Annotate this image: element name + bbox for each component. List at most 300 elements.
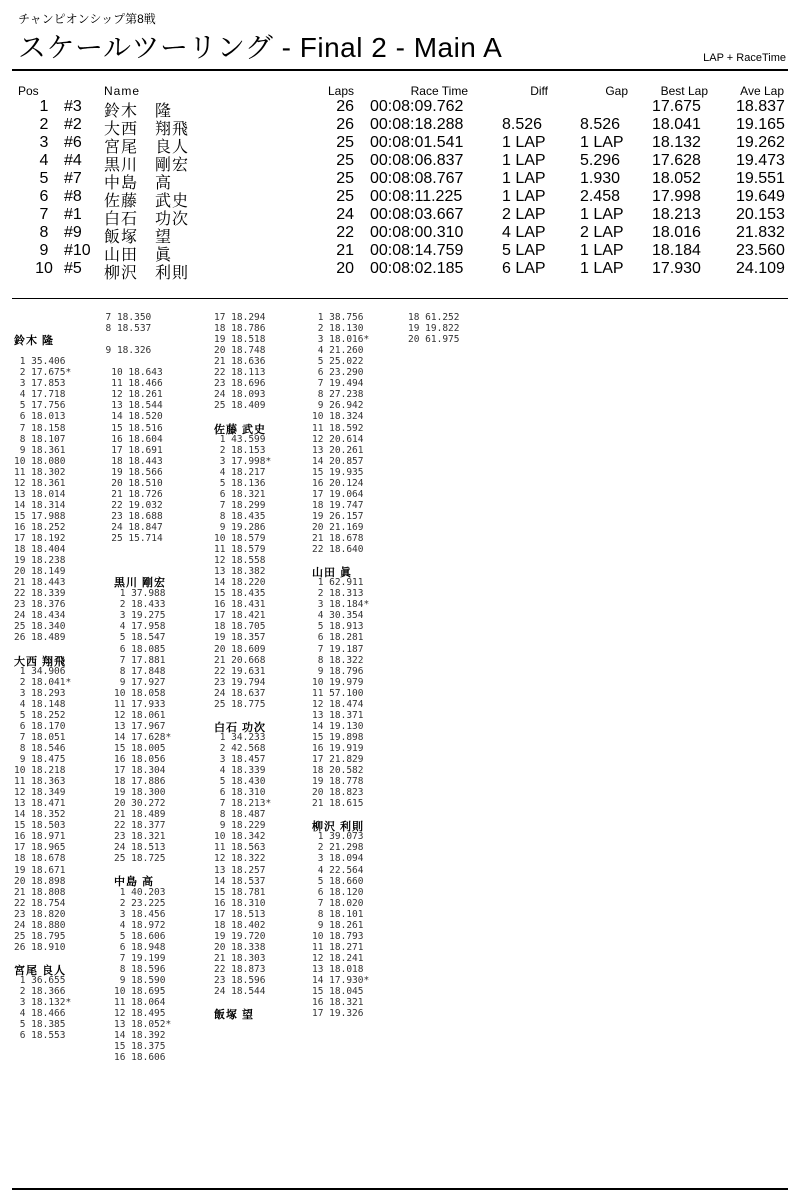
lap-time-line: 20 21.169 bbox=[312, 521, 364, 533]
result-laps: 24 bbox=[336, 206, 354, 223]
lap-time-line: 12 20.614 bbox=[312, 433, 364, 445]
lap-time-line: 3 18.016* bbox=[312, 334, 370, 346]
lap-time-line: 3 18.184* bbox=[312, 599, 370, 611]
lap-time-line: 1 43.599 bbox=[214, 433, 266, 445]
driver-lap-heading: 宮尾 良人 bbox=[14, 964, 67, 977]
result-best: 18.052 bbox=[652, 170, 701, 187]
lap-time-line: 9 18.261 bbox=[312, 919, 364, 931]
lap-time-line: 11 18.302 19 18.566 bbox=[14, 466, 163, 478]
lap-time-line: 18 18.705 bbox=[214, 621, 266, 633]
lap-time-line: 12 18.361 20 18.510 bbox=[14, 477, 163, 489]
lap-time-line: 18 20.582 bbox=[312, 765, 364, 777]
result-best: 18.132 bbox=[652, 134, 701, 151]
result-best: 18.184 bbox=[652, 242, 701, 259]
result-laps: 25 bbox=[336, 170, 354, 187]
col-race-time: Race Time bbox=[410, 84, 468, 98]
result-name: 宮尾 良人 bbox=[104, 139, 190, 156]
result-ave: 20.153 bbox=[736, 206, 785, 223]
lap-time-line: 13 18.014 21 18.726 bbox=[14, 488, 163, 500]
lap-time-line: 22 18.113 bbox=[214, 367, 266, 379]
lap-time-line: 10 18.695 bbox=[114, 986, 166, 998]
result-name: 飯塚 望 bbox=[104, 229, 173, 246]
lap-time-line: 6 18.321 bbox=[214, 488, 266, 500]
lap-time-line: 4 18.466 bbox=[14, 1008, 66, 1020]
lap-time-line: 18 18.404 bbox=[14, 544, 66, 556]
result-laps: 22 bbox=[336, 224, 354, 241]
lap-time-line: 3 17.998* bbox=[214, 455, 272, 467]
result-pos: 7 bbox=[39, 206, 49, 223]
driver-lap-heading: 柳沢 利則 bbox=[312, 821, 365, 834]
lap-time-line: 3 19.275 bbox=[114, 610, 166, 622]
lap-time-line: 25 18.340 bbox=[14, 621, 66, 633]
result-best: 17.930 bbox=[652, 260, 701, 277]
result-gap: 1 LAP bbox=[580, 260, 624, 277]
lap-time-line: 14 20.857 bbox=[312, 455, 364, 467]
lap-time-line: 7 19.199 bbox=[114, 952, 166, 964]
lap-time-line: 5 18.660 bbox=[312, 875, 364, 887]
lap-time-line: 18 18.402 bbox=[214, 919, 266, 931]
lap-time-line: 8 18.487 bbox=[214, 809, 266, 821]
lap-time-line: 7 18.051 bbox=[14, 731, 66, 743]
result-row bbox=[18, 224, 788, 246]
race-title: スケールツーリング - Final 2 - Main A bbox=[18, 32, 503, 63]
driver-lap-heading: 飯塚 望 bbox=[214, 1009, 255, 1022]
lap-time-line: 9 19.286 bbox=[214, 521, 266, 533]
lap-time-line: 26 18.489 bbox=[14, 632, 66, 644]
lap-time-line: 2 18.433 bbox=[114, 599, 166, 611]
lap-time-line: 14 18.314 22 19.032 bbox=[14, 499, 163, 511]
result-num: #2 bbox=[64, 116, 82, 133]
lap-time-line: 12 18.322 bbox=[214, 853, 266, 865]
lap-time-line: 24 18.434 bbox=[14, 610, 66, 622]
col-diff: Diff bbox=[530, 84, 548, 98]
result-num: #6 bbox=[64, 134, 82, 151]
lap-time-line: 24 18.880 bbox=[14, 919, 66, 931]
result-ave: 24.109 bbox=[736, 260, 785, 277]
lap-time-line: 8 18.596 bbox=[114, 963, 166, 975]
lap-time-line: 15 19.898 bbox=[312, 731, 364, 743]
result-num: #3 bbox=[64, 98, 82, 115]
result-best: 17.675 bbox=[652, 98, 701, 115]
lap-time-line: 9 18.590 bbox=[114, 975, 166, 986]
driver-lap-heading: 中島 高 bbox=[114, 875, 155, 888]
lap-time-line: 9 26.942 bbox=[312, 400, 364, 412]
result-row bbox=[18, 152, 788, 174]
result-time: 00:08:00.310 bbox=[370, 224, 464, 241]
lap-time-line: 6 18.170 bbox=[14, 720, 66, 732]
result-name: 佐藤 武史 bbox=[104, 193, 190, 210]
result-pos: 4 bbox=[39, 152, 49, 169]
lap-time-line: 3 18.457 bbox=[214, 754, 266, 765]
result-pos: 9 bbox=[39, 242, 49, 259]
lap-time-line: 16 18.606 bbox=[114, 1052, 166, 1064]
lap-time-line: 17 18.192 25 15.714 bbox=[14, 533, 163, 544]
lap-time-line: 12 18.474 bbox=[312, 698, 364, 710]
result-best: 18.016 bbox=[652, 224, 701, 241]
result-row bbox=[18, 206, 788, 228]
lap-time-line: 16 19.919 bbox=[312, 742, 364, 754]
driver-lap-heading: 白石 功次 bbox=[214, 721, 267, 734]
lap-time-line: 4 17.718 12 18.261 bbox=[14, 389, 163, 401]
lap-time-line: 4 18.217 bbox=[214, 466, 266, 478]
col-gap: Gap bbox=[605, 84, 628, 98]
result-row bbox=[18, 170, 788, 192]
lap-time-line: 6 18.281 bbox=[312, 632, 364, 644]
lap-time-line: 6 18.310 bbox=[214, 787, 266, 799]
lap-time-line: 19 18.671 bbox=[14, 864, 66, 876]
lap-time-line: 1 37.988 bbox=[114, 588, 166, 600]
result-name: 白石 功次 bbox=[104, 211, 190, 228]
lap-time-line: 12 18.061 bbox=[114, 709, 166, 721]
lap-time-line: 12 18.558 bbox=[214, 555, 266, 567]
lap-time-line: 6 18.013 14 18.520 bbox=[14, 411, 163, 423]
result-num: #10 bbox=[64, 242, 91, 259]
lap-time-line: 18 19.747 bbox=[312, 499, 364, 511]
top-rule bbox=[12, 69, 788, 71]
lap-time-line: 6 18.120 bbox=[312, 886, 364, 898]
result-gap: 8.526 bbox=[580, 116, 621, 133]
result-time: 00:08:03.667 bbox=[370, 206, 464, 223]
lap-time-line: 7 18.020 bbox=[312, 897, 364, 909]
lap-time-line: 1 39.073 bbox=[312, 831, 364, 843]
lap-time-line: 6 18.085 bbox=[114, 643, 166, 655]
col-best-lap: Best Lap bbox=[660, 84, 708, 98]
lap-time-line: 15 19.935 bbox=[312, 466, 364, 478]
lap-time-line: 2 18.041* bbox=[14, 676, 72, 688]
lap-time-line: 11 57.100 bbox=[312, 687, 364, 699]
lap-time-line: 16 18.431 bbox=[214, 599, 266, 611]
lap-time-line: 25 18.775 bbox=[214, 698, 266, 710]
lap-time-line: 17 18.294 bbox=[214, 312, 266, 323]
lap-time-line: 13 18.052* bbox=[114, 1019, 172, 1031]
result-gap: 1.930 bbox=[580, 170, 621, 187]
result-gap: 2.458 bbox=[580, 188, 621, 205]
result-row bbox=[18, 188, 788, 210]
result-time: 00:08:02.185 bbox=[370, 260, 464, 277]
lap-time-line: 4 18.148 bbox=[14, 698, 66, 710]
col-pos: Pos bbox=[18, 84, 39, 98]
lap-time-line: 6 23.290 bbox=[312, 367, 364, 379]
lap-time-line: 9 18.229 bbox=[214, 820, 266, 832]
lap-time-line: 19 18.357 bbox=[214, 632, 266, 644]
result-laps: 25 bbox=[336, 188, 354, 205]
result-num: #5 bbox=[64, 260, 82, 277]
lap-time-line: 11 18.579 bbox=[214, 544, 266, 556]
event-name: チャンピオンシップ第8戦 bbox=[18, 12, 156, 26]
lap-time-line: 22 19.631 bbox=[214, 665, 266, 677]
result-laps: 26 bbox=[336, 116, 354, 133]
lap-time-line: 20 18.823 bbox=[312, 787, 364, 799]
driver-lap-heading: 佐藤 武史 bbox=[214, 423, 267, 436]
lap-time-line: 19 19.822 bbox=[408, 323, 460, 335]
lap-time-line: 17 19.064 bbox=[312, 488, 364, 500]
result-name: 柳沢 利則 bbox=[104, 265, 190, 282]
lap-time-line: 4 18.972 bbox=[114, 919, 166, 931]
lap-time-line: 20 18.609 bbox=[214, 643, 266, 655]
lap-time-line: 24 18.513 bbox=[114, 842, 166, 854]
lap-time-line: 5 18.547 bbox=[114, 632, 166, 644]
lap-time-line: 16 20.124 bbox=[312, 477, 364, 489]
result-laps: 25 bbox=[336, 152, 354, 169]
lap-time-line: 2 18.130 bbox=[312, 323, 364, 335]
lap-time-line: 10 18.342 bbox=[214, 831, 266, 843]
result-name: 黒川 剛宏 bbox=[104, 157, 190, 174]
lap-time-line: 18 18.786 bbox=[214, 323, 266, 335]
lap-time-line: 20 18.748 bbox=[214, 345, 266, 357]
lap-time-line: 10 18.080 18 18.443 bbox=[14, 455, 163, 467]
lap-time-line: 25 18.725 bbox=[114, 853, 166, 865]
lap-time-line: 14 17.930* bbox=[312, 975, 370, 986]
lap-time-line: 1 62.911 bbox=[312, 577, 364, 589]
lap-time-line: 8 18.107 16 18.604 bbox=[14, 433, 163, 445]
lap-time-line: 1 34.906 bbox=[14, 665, 66, 677]
lap-time-line: 10 18.793 bbox=[312, 930, 364, 942]
lap-time-line: 25 18.795 bbox=[14, 930, 66, 942]
result-best: 18.213 bbox=[652, 206, 701, 223]
result-diff: 2 LAP bbox=[502, 206, 546, 223]
driver-lap-heading: 黒川 剛宏 bbox=[114, 577, 167, 590]
result-ave: 23.560 bbox=[736, 242, 785, 259]
result-ave: 19.473 bbox=[736, 152, 785, 169]
lap-time-line: 9 17.927 bbox=[114, 676, 166, 688]
lap-time-line: 22 18.873 bbox=[214, 963, 266, 975]
lap-time-line: 26 18.910 bbox=[14, 941, 66, 953]
result-gap: 1 LAP bbox=[580, 242, 624, 259]
lap-time-line: 3 17.853 11 18.466 bbox=[14, 378, 163, 390]
result-gap: 2 LAP bbox=[580, 224, 624, 241]
lap-time-line: 2 18.313 bbox=[312, 588, 364, 600]
lap-time-line: 16 18.056 bbox=[114, 754, 166, 765]
result-time: 00:08:09.762 bbox=[370, 98, 464, 115]
lap-time-line: 22 18.377 bbox=[114, 820, 166, 832]
results-table bbox=[18, 84, 788, 282]
lap-time-line: 8 18.546 bbox=[14, 742, 66, 754]
result-diff: 8.526 bbox=[502, 116, 543, 133]
lap-time-line: 8 18.101 bbox=[312, 908, 364, 920]
lap-time-line: 21 18.489 bbox=[114, 809, 166, 821]
lap-time-line: 8 17.848 bbox=[114, 665, 166, 677]
lap-time-line: 1 36.655 bbox=[14, 975, 66, 986]
lap-time-line: 20 18.338 bbox=[214, 941, 266, 953]
lap-time-line: 15 18.005 bbox=[114, 742, 166, 754]
result-gap: 1 LAP bbox=[580, 134, 624, 151]
lap-time-line: 7 18.213* bbox=[214, 798, 272, 810]
result-diff: 1 LAP bbox=[502, 134, 546, 151]
lap-time-line: 13 18.382 bbox=[214, 566, 266, 578]
col-ave-lap: Ave Lap bbox=[740, 84, 784, 98]
lap-time-line: 20 18.149 bbox=[14, 566, 66, 578]
lap-time-line: 12 18.241 bbox=[312, 952, 364, 964]
lap-time-line: 12 18.495 bbox=[114, 1008, 166, 1020]
lap-time-line: 14 18.352 bbox=[14, 809, 66, 821]
result-time: 00:08:18.288 bbox=[370, 116, 464, 133]
lap-time-line: 19 18.300 bbox=[114, 787, 166, 799]
lap-time-line: 21 18.636 bbox=[214, 356, 266, 368]
lap-time-line: 17 18.421 bbox=[214, 610, 266, 622]
lap-time-line: 2 17.675* 10 18.643 bbox=[14, 367, 163, 379]
result-ave: 21.832 bbox=[736, 224, 785, 241]
lap-time-line: 1 40.203 bbox=[114, 886, 166, 898]
lap-time-line: 8 18.322 bbox=[312, 654, 364, 666]
lap-time-line: 17 18.513 bbox=[214, 908, 266, 920]
lap-time-line: 14 18.537 bbox=[214, 875, 266, 887]
lap-time-line: 21 18.615 bbox=[312, 798, 364, 810]
lap-time-line: 7 18.158 15 18.516 bbox=[14, 422, 163, 434]
lap-time-line: 4 18.339 bbox=[214, 765, 266, 777]
lap-time-line: 23 18.820 bbox=[14, 908, 66, 920]
lap-time-line: 6 18.948 bbox=[114, 941, 166, 953]
lap-time-line: 5 17.756 13 18.544 bbox=[14, 400, 163, 412]
lap-time-line: 12 18.349 bbox=[14, 787, 66, 799]
result-pos: 2 bbox=[39, 116, 49, 133]
lap-time-line: 21 18.678 bbox=[312, 533, 364, 544]
result-ave: 19.262 bbox=[736, 134, 785, 151]
lap-time-line: 2 42.568 bbox=[214, 742, 266, 754]
lap-time-line: 17 18.304 bbox=[114, 765, 166, 777]
lap-time-line: 22 18.640 bbox=[312, 544, 364, 556]
lap-time-line: 19 19.720 bbox=[214, 930, 266, 942]
result-time: 00:08:06.837 bbox=[370, 152, 464, 169]
result-ave: 19.649 bbox=[736, 188, 785, 205]
lap-time-line: 18 17.886 bbox=[114, 776, 166, 788]
lap-time-line: 2 18.153 bbox=[214, 444, 266, 456]
lap-time-line: 23 18.696 bbox=[214, 378, 266, 390]
lap-time-line: 13 18.018 bbox=[312, 963, 364, 975]
lap-time-line: 15 18.435 bbox=[214, 588, 266, 600]
result-time: 00:08:01.541 bbox=[370, 134, 464, 151]
lap-time-line: 7 17.881 bbox=[114, 654, 166, 666]
result-best: 17.998 bbox=[652, 188, 701, 205]
lap-time-line: 19 18.238 bbox=[14, 555, 66, 567]
bottom-rule bbox=[12, 1188, 788, 1190]
lap-time-line: 10 18.058 bbox=[114, 687, 166, 699]
lap-time-line: 8 27.238 bbox=[312, 389, 364, 401]
lap-time-line: 13 18.257 bbox=[214, 864, 266, 876]
lap-time-line: 23 19.794 bbox=[214, 676, 266, 688]
lap-time-line: 6 18.553 bbox=[14, 1030, 66, 1042]
result-diff: 4 LAP bbox=[502, 224, 546, 241]
lap-time-line: 11 18.064 bbox=[114, 997, 166, 1009]
lap-time-line: 21 18.303 bbox=[214, 952, 266, 964]
lap-time-line: 2 21.298 bbox=[312, 842, 364, 854]
result-name: 山田 眞 bbox=[104, 247, 173, 264]
lap-time-line: 9 18.475 bbox=[14, 754, 66, 765]
driver-lap-heading: 山田 眞 bbox=[312, 567, 353, 580]
lap-time-line: 5 25.022 bbox=[312, 356, 364, 368]
lap-time-line: 11 18.563 bbox=[214, 842, 266, 854]
lap-time-line: 24 18.637 bbox=[214, 687, 266, 699]
result-row bbox=[18, 242, 788, 264]
result-ave: 19.551 bbox=[736, 170, 785, 187]
result-num: #1 bbox=[64, 206, 82, 223]
result-row bbox=[18, 98, 788, 120]
lap-time-line: 11 17.933 bbox=[114, 698, 166, 710]
lap-times-section bbox=[14, 312, 794, 1188]
lap-time-line: 19 18.778 bbox=[312, 776, 364, 788]
lap-time-line: 10 18.218 bbox=[14, 765, 66, 777]
lap-time-line: 15 18.045 bbox=[312, 986, 364, 998]
result-pos: 3 bbox=[39, 134, 49, 151]
lap-time-line: 21 18.443 bbox=[14, 577, 66, 589]
lap-time-line: 18 61.252 bbox=[408, 312, 460, 323]
lap-time-line: 7 18.350 bbox=[14, 312, 152, 323]
lap-time-line: 17 19.326 bbox=[312, 1008, 364, 1020]
result-pos: 10 bbox=[35, 260, 53, 277]
lap-time-line: 24 18.544 bbox=[214, 986, 266, 998]
result-laps: 25 bbox=[336, 134, 354, 151]
result-name: 鈴木 隆 bbox=[104, 103, 173, 120]
lap-time-line: 23 18.321 bbox=[114, 831, 166, 843]
lap-time-line: 7 19.494 bbox=[312, 378, 364, 390]
lap-time-line: 21 18.808 bbox=[14, 886, 66, 898]
lap-time-line: 20 30.272 bbox=[114, 798, 166, 810]
result-laps: 21 bbox=[336, 242, 354, 259]
lap-time-line: 1 34.233 bbox=[214, 731, 266, 743]
lap-time-line: 3 18.132* bbox=[14, 997, 72, 1009]
result-pos: 1 bbox=[39, 98, 49, 115]
lap-time-line: 8 18.537 bbox=[14, 323, 152, 335]
result-best: 18.041 bbox=[652, 116, 701, 133]
lap-time-line: 17 18.965 bbox=[14, 842, 66, 854]
lap-time-line: 22 18.754 bbox=[14, 897, 66, 909]
result-gap: 1 LAP bbox=[580, 206, 624, 223]
result-pos: 8 bbox=[39, 224, 49, 241]
result-best: 17.628 bbox=[652, 152, 701, 169]
result-diff: 1 LAP bbox=[502, 170, 546, 187]
driver-lap-heading: 鈴木 隆 bbox=[14, 335, 55, 348]
lap-time-line: 8 18.435 bbox=[214, 510, 266, 522]
lap-time-line: 5 18.430 bbox=[214, 776, 266, 788]
result-diff: 1 LAP bbox=[502, 188, 546, 205]
col-name: Name bbox=[104, 84, 141, 98]
lap-time-line: 3 18.094 bbox=[312, 853, 364, 865]
lap-time-line: 7 19.187 bbox=[312, 643, 364, 655]
result-laps: 20 bbox=[336, 260, 354, 277]
lap-time-line: 24 18.093 bbox=[214, 389, 266, 401]
result-time: 00:08:14.759 bbox=[370, 242, 464, 259]
lap-time-line: 15 18.781 bbox=[214, 886, 266, 898]
lap-time-line: 15 18.375 bbox=[114, 1041, 166, 1053]
lap-time-line: 23 18.596 bbox=[214, 975, 266, 986]
lap-time-line: 14 18.220 bbox=[214, 577, 266, 589]
lap-time-line: 14 18.392 bbox=[114, 1030, 166, 1042]
result-pos: 6 bbox=[39, 188, 49, 205]
result-pos: 5 bbox=[39, 170, 49, 187]
result-num: #9 bbox=[64, 224, 82, 241]
lap-time-line: 2 23.225 bbox=[114, 897, 166, 909]
result-ave: 19.165 bbox=[736, 116, 785, 133]
lap-time-line: 9 18.361 17 18.691 bbox=[14, 444, 163, 456]
result-diff: 1 LAP bbox=[502, 152, 546, 169]
lap-time-line: 10 18.324 bbox=[312, 411, 364, 423]
lap-time-line: 5 18.252 bbox=[14, 709, 66, 721]
lap-time-line: 18 18.678 bbox=[14, 853, 66, 865]
lap-time-line: 7 18.299 bbox=[214, 499, 266, 511]
lap-time-line: 14 17.628* bbox=[114, 731, 172, 743]
result-time: 00:08:11.225 bbox=[370, 188, 463, 205]
result-row bbox=[18, 116, 788, 138]
lap-time-line: 1 38.756 bbox=[312, 312, 364, 323]
lap-time-line: 3 18.456 bbox=[114, 908, 166, 920]
lap-time-line: 16 18.252 24 18.847 bbox=[14, 521, 163, 533]
middle-rule bbox=[12, 298, 788, 299]
result-name: 大西 翔飛 bbox=[104, 121, 190, 138]
lap-time-line: 23 18.376 bbox=[14, 599, 66, 611]
lap-time-line: 16 18.971 bbox=[14, 831, 66, 843]
result-diff: 6 LAP bbox=[502, 260, 546, 277]
lap-time-line: 21 20.668 bbox=[214, 654, 266, 666]
lap-time-line: 14 19.130 bbox=[312, 720, 364, 732]
